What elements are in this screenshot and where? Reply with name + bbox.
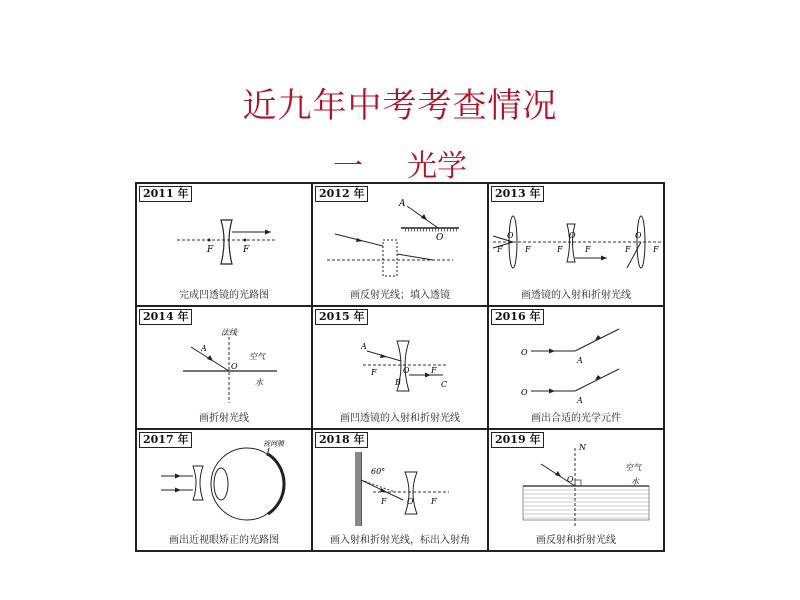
section-subtitle [0,141,800,185]
cell-2013 [488,183,664,306]
label-water: 水 [255,378,263,387]
label-air: 空气 [249,352,265,361]
label-f: F [557,245,563,254]
cell-2016 [488,306,664,429]
label-normal: 法线 [221,328,237,337]
caption: 画入射和折射光线，标出入射角 [330,535,470,546]
label-o: O [403,366,410,375]
label-o: O [635,231,642,240]
cell-2018 [312,429,488,551]
label-water: 水 [631,477,639,486]
year-label: 2016 年 [491,309,544,325]
section-name: 光学 [407,149,467,184]
year-label: 2018 年 [315,432,368,448]
cell-2019 [488,429,664,551]
caption: 画凹透镜的入射和折射光线 [340,413,460,424]
caption: 画折射光线 [199,413,249,424]
label-retina: 视网膜 [263,440,284,448]
label-a: A [361,342,367,351]
label-f: F [431,497,437,506]
label-o: O [569,231,576,240]
label-o: O [407,497,414,506]
cell-2012 [312,183,488,306]
label-f: F [431,366,437,375]
year-label: 2011 年 [139,186,192,202]
cell-2017 [136,429,312,551]
label-a: A [399,199,406,209]
cell-2011 [136,183,312,306]
label-b: B [395,378,401,387]
label-a: A [577,356,583,365]
section-number: 一 [333,149,363,184]
label-o: O [521,348,528,357]
year-label: 2014 年 [139,309,192,325]
cell-2014 [136,306,312,429]
caption: 画出合适的光学元件 [531,413,621,424]
exam-grid [135,182,665,552]
caption: 画反射光线；填入透镜 [350,290,450,301]
page-title: 近九年中考考查情况 [242,86,558,126]
label-f: F [207,245,214,255]
year-label: 2012 年 [315,186,368,202]
year-label: 2015 年 [315,309,368,325]
label-f: F [381,497,387,506]
label-o: O [231,362,238,371]
label-o: O [567,475,574,484]
label-o: O [436,233,444,243]
label-f: F [371,368,377,377]
label-a: A [201,344,207,353]
year-label: 2019 年 [491,432,544,448]
cell-2015 [312,306,488,429]
label-angle: 60° [371,467,386,476]
label-c: C [441,380,448,389]
caption: 画反射和折射光线 [536,535,616,546]
label-f: F [585,245,591,254]
label-f: F [625,245,631,254]
label-f: F [525,245,531,254]
year-label: 2013 年 [491,186,544,202]
caption: 画透镜的入射和折射光线 [521,290,631,301]
label-f: F [243,245,250,255]
label-air: 空气 [625,463,641,472]
caption: 完成凹透镜的光路图 [179,290,269,301]
label-n: N [579,443,586,452]
label-f: F [653,245,659,254]
year-label: 2017 年 [139,432,192,448]
label-o: O [507,231,514,240]
label-f: F [497,245,503,254]
label-o: O [521,388,528,397]
caption: 画出近视眼矫正的光路图 [169,535,279,546]
label-a: A [577,396,583,405]
